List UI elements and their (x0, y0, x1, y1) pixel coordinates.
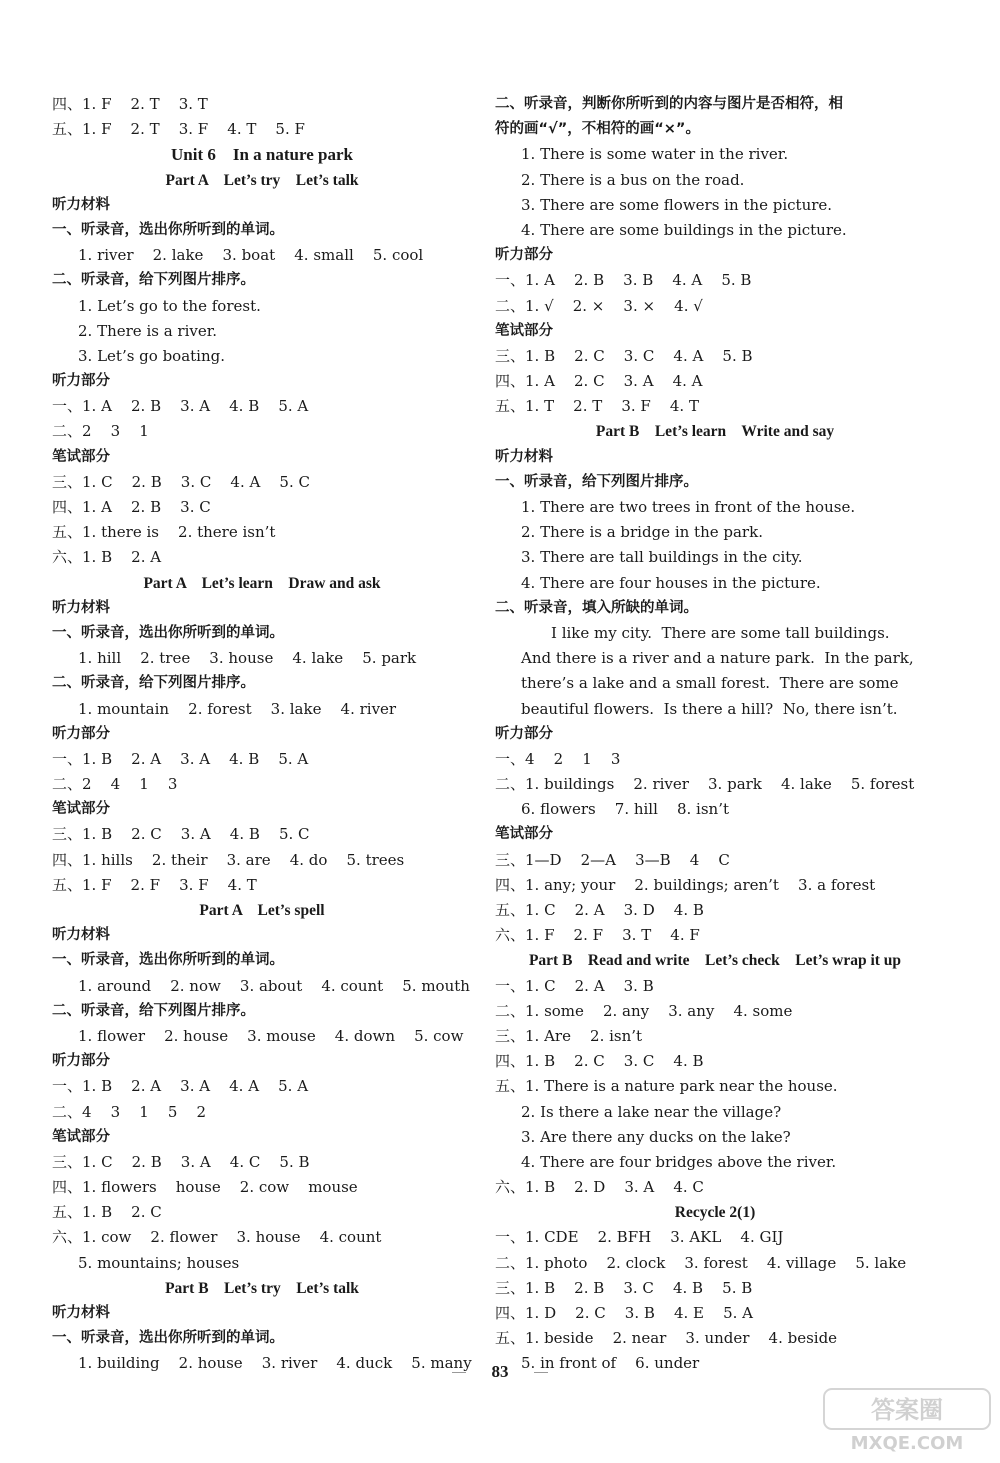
section-heading: Recycle 2(1) (674, 1204, 756, 1222)
answer-line: 1. flower 2. house 3. mouse 4. down 5. cow (78, 1026, 464, 1045)
answer-line: 二、1. photo 2. clock 3. forest 4. village 5. lake (495, 1253, 907, 1272)
answer-line: 六、1. B 2. D 3. A 4. C (495, 1178, 704, 1197)
answer-line: 1. Let’s go to the forest. (78, 296, 261, 315)
answer-line: 1. around 2. now 3. about 4. count 5. mouth (78, 976, 470, 995)
answer-line: 一、1. CDE 2. BFH 3. AKL 4. GIJ (495, 1228, 784, 1247)
subsection-label: 听力材料 (52, 1305, 110, 1321)
watermark-title: 答案圈 (871, 1396, 943, 1424)
answer-line: 四、1. B 2. C 3. C 4. B (495, 1052, 704, 1071)
answer-line: 4. There are four bridges above the river. (521, 1152, 837, 1171)
subsection-label: 听力材料 (52, 196, 110, 213)
answer-line: 一、1. C 2. A 3. B (495, 976, 654, 995)
answer-line: 3. There are some flowers in the picture. (521, 195, 833, 214)
section-heading: Unit 6 In a nature park (171, 145, 353, 165)
answer-line: 3. Let’s go boating. (78, 346, 226, 365)
answer-line: 一、4 2 1 3 (495, 749, 621, 768)
subsection-label: 听力部分 (495, 725, 553, 742)
subsection-label: 符的画“√”，不相符的画“×”。 (495, 121, 700, 138)
subsection-label: 笔试部分 (495, 322, 553, 339)
right-column (495, 92, 935, 1377)
answer-line: 三、1. Are 2. isn’t (495, 1026, 643, 1045)
answer-line: 六、1. B 2. A (52, 548, 162, 567)
answer-line: 2. There is a bridge in the park. (521, 523, 763, 542)
section-heading: Part B Let’s learn Write and say (595, 423, 835, 441)
answer-line: beautiful flowers. Is there a hill? No, there isn’t. (521, 699, 898, 718)
answer-line: 5. in front of 6. under (521, 1354, 700, 1373)
answer-line: there’s a lake and a small forest. There are some (521, 674, 899, 693)
subsection-label: 一、听录音，选出你所听到的单词。 (52, 624, 284, 641)
subsection-label: 听力部分 (495, 247, 553, 264)
section-heading: Part A Let’s learn Draw and ask (143, 574, 381, 592)
answer-line: 3. Are there any ducks on the lake? (521, 1127, 791, 1146)
answer-line: 五、1. there is 2. there isn’t (52, 523, 276, 542)
answer-line: 1. river 2. lake 3. boat 4. small 5. cool (78, 246, 424, 265)
section-heading: Part A Let’s spell (199, 902, 325, 919)
answer-line: 一、1. B 2. A 3. A 4. A 5. A (52, 1077, 309, 1096)
page-number-dash-right (534, 1372, 548, 1373)
answer-line: 二、1. √ 2. × 3. × 4. √ (495, 296, 703, 315)
subsection-label: 笔试部分 (52, 448, 110, 465)
answer-line: 五、1. beside 2. near 3. under 4. beside (495, 1329, 838, 1348)
answer-line: 6. flowers 7. hill 8. isn’t (521, 800, 730, 819)
answer-line: 1. There are two trees in front of the house. (521, 498, 856, 516)
answer-line: 三、1. B 2. B 3. C 4. B 5. B (495, 1278, 753, 1297)
answer-line: 四、1. D 2. C 3. B 4. E 5. A (495, 1304, 753, 1322)
subsection-label: 二、听录音，给下列图片排序。 (52, 675, 255, 692)
answer-line: 2. There is a river. (78, 321, 218, 340)
subsection-label: 听力材料 (52, 599, 110, 616)
subsection-label: 听力部分 (52, 1053, 110, 1070)
answer-line: 五、1. F 2. F 3. F 4. T (52, 875, 257, 894)
answer-line: 四、1. flowers house 2. cow mouse (52, 1178, 358, 1197)
answer-line: 1. building 2. house 3. river 4. duck 5. many (78, 1354, 472, 1373)
page-number: 83 (491, 1362, 509, 1381)
answer-line: 五、1. F 2. T 3. F 4. T 5. F (52, 120, 305, 139)
subsection-label: 听力材料 (495, 448, 553, 465)
answer-line: 五、1. T 2. T 3. F 4. T (495, 397, 699, 416)
answer-line: 1. mountain 2. forest 3. lake 4. river (78, 699, 397, 718)
answer-line: 五、1. C 2. A 3. D 4. B (495, 901, 704, 919)
subsection-label: 二、听录音，给下列图片排序。 (52, 272, 255, 289)
answer-line: 4. There are four houses in the picture. (521, 573, 821, 592)
watermark-logo (822, 1387, 992, 1457)
answer-line: 四、1. any; your 2. buildings; aren’t 3. a forest (495, 875, 876, 894)
subsection-label: 一、听录音，选出你所听到的单词。 (52, 221, 284, 238)
subsection-label: 二、听录音，判断你所听到的内容与图片是否相符，相 (495, 96, 843, 112)
answer-line: 三、1. B 2. C 3. C 4. A 5. B (495, 346, 753, 365)
answer-line: 3. There are tall buildings in the city. (521, 548, 803, 567)
answer-line: I like my city. There are some tall buildings. (551, 623, 890, 642)
answer-line: 4. There are some buildings in the picture. (521, 220, 847, 239)
answer-line: 三、1. C 2. B 3. C 4. A 5. C (52, 472, 310, 491)
answer-line: 三、1. B 2. C 3. A 4. B 5. C (52, 825, 310, 844)
subsection-label: 听力部分 (52, 373, 110, 390)
subsection-label: 笔试部分 (52, 801, 110, 818)
subsection-label: 笔试部分 (52, 1128, 110, 1145)
answer-line: 六、1. F 2. F 3. T 4. F (495, 926, 700, 945)
answer-line: 四、1. A 2. B 3. C (52, 498, 211, 516)
subsection-label: 一、听录音，选出你所听到的单词。 (52, 1330, 284, 1347)
answer-line: 二、1. buildings 2. river 3. park 4. lake 5. forest (495, 775, 915, 794)
left-column (52, 92, 472, 1377)
answer-line: 二、2 4 1 3 (52, 775, 178, 794)
subsection-label: 一、听录音，选出你所听到的单词。 (52, 952, 284, 969)
answer-line: 三、1—D 2—A 3—B 4 C (495, 850, 730, 869)
answer-line: 2. Is there a lake near the village? (521, 1102, 782, 1121)
answer-line: 二、1. some 2. any 3. any 4. some (495, 1001, 793, 1020)
answer-line: 六、1. cow 2. flower 3. house 4. count (52, 1228, 382, 1247)
watermark-domain: MXQE.COM (850, 1433, 964, 1454)
answer-line: 五、1. B 2. C (52, 1203, 162, 1222)
subsection-label: 二、听录音，填入所缺的单词。 (495, 599, 698, 616)
answer-line: 四、1. hills 2. their 3. are 4. do 5. trees (52, 850, 405, 869)
answer-line: 四、1. F 2. T 3. T (52, 95, 208, 113)
answer-line: 三、1. C 2. B 3. A 4. C 5. B (52, 1152, 310, 1171)
answer-line: 1. hill 2. tree 3. house 4. lake 5. park (78, 649, 417, 668)
answer-line: And there is a river and a nature park. In the park, (521, 649, 914, 668)
answer-line: 5. mountains; houses (78, 1253, 240, 1272)
subsection-label: 一、听录音，给下列图片排序。 (495, 473, 698, 490)
subsection-label: 听力材料 (52, 927, 110, 944)
answer-line: 二、4 3 1 5 2 (52, 1102, 207, 1121)
answer-line: 五、1. There is a nature park near the house. (495, 1077, 838, 1096)
subsection-label: 听力部分 (52, 725, 110, 742)
answer-line: 一、1. B 2. A 3. A 4. B 5. A (52, 749, 309, 768)
answer-line: 一、1. A 2. B 3. B 4. A 5. B (495, 271, 752, 290)
subsection-label: 二、听录音，给下列图片排序。 (52, 1002, 255, 1019)
answer-line: 四、1. A 2. C 3. A 4. A (495, 372, 703, 391)
section-heading: Part B Let’s try Let’s talk (165, 1279, 359, 1297)
section-heading: Part A Let’s try Let’s talk (165, 171, 359, 189)
answer-line: 二、2 3 1 (52, 422, 149, 441)
subsection-label: 笔试部分 (495, 826, 553, 843)
answer-line: 一、1. A 2. B 3. A 4. B 5. A (52, 397, 309, 416)
answer-line: 1. There is some water in the river. (521, 145, 789, 164)
section-heading: Part B Read and write Let’s check Let’s wrap it up (528, 952, 902, 970)
answer-line: 2. There is a bus on the road. (521, 170, 745, 189)
